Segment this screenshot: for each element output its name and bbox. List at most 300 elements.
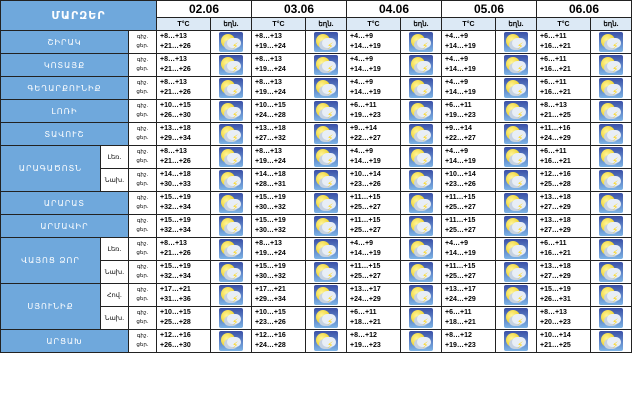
weather-cell — [591, 215, 632, 238]
temperature-cell — [252, 284, 306, 307]
day-temp: +22…+27 — [350, 135, 381, 142]
weather-cell — [211, 330, 252, 353]
sun-cloud-lightning-icon: ⚡ — [314, 147, 338, 167]
day-label: ցեր. — [136, 66, 149, 72]
subregion-label: Հով. — [101, 284, 129, 307]
night-temp: +4…+9 — [350, 148, 373, 155]
temperature-cell — [252, 31, 306, 54]
weather-cell — [496, 215, 537, 238]
day-temp: +25…+28 — [160, 319, 191, 326]
sun-cloud-lightning-icon: ⚡ — [599, 147, 623, 167]
day-temp: +19…+24 — [255, 158, 286, 165]
temperature-cell — [252, 54, 306, 77]
date-header: 04.06 — [347, 1, 442, 18]
sun-cloud-lightning-icon: ⚡ — [504, 78, 528, 98]
day-label: ցեր. — [136, 227, 149, 233]
weather-cell — [401, 77, 442, 100]
temperature-cell — [252, 261, 306, 284]
weather-cell — [211, 123, 252, 146]
sun-cloud-lightning-icon: ⚡ — [409, 55, 433, 75]
day-temp: +19…+24 — [255, 43, 286, 50]
weather-cell — [306, 330, 347, 353]
weather-cell — [211, 238, 252, 261]
temperature-cell — [537, 307, 591, 330]
table-row — [1, 192, 632, 215]
night-label: գիշ. — [136, 241, 149, 247]
subregion-label: Լեռ. — [101, 238, 129, 261]
sun-cloud-lightning-icon: ⚡ — [504, 147, 528, 167]
day-temp: +30…+32 — [255, 273, 286, 280]
sun-cloud-lightning-icon: ⚡ — [409, 308, 433, 328]
weather-cell — [591, 54, 632, 77]
temperature-cell — [537, 330, 591, 353]
day-temp: +29…+34 — [255, 296, 286, 303]
night-temp: +13…+17 — [350, 286, 381, 293]
temperature-cell — [537, 77, 591, 100]
weather-column-header: եղն. — [496, 18, 537, 31]
day-temp: +32…+34 — [160, 227, 191, 234]
region-name: ԳԵՂԱՐՔՈՒՆԻՔ — [1, 77, 129, 100]
temperature-cell — [442, 31, 496, 54]
night-temp: +8…+13 — [160, 148, 187, 155]
night-temp: +11…+15 — [350, 194, 381, 201]
sun-cloud-lightning-icon: ⚡ — [409, 331, 433, 351]
day-temp: +21…+26 — [160, 43, 191, 50]
region-name: ԿՈՏԱՅՔ — [1, 54, 129, 77]
weather-column-header: եղն. — [401, 18, 442, 31]
weather-cell — [401, 192, 442, 215]
weather-cell — [496, 146, 537, 169]
region-name: ՇԻՐԱԿ — [1, 31, 129, 54]
sun-cloud-lightning-icon: ⚡ — [409, 32, 433, 52]
table-row — [1, 238, 632, 261]
temperature-cell — [537, 169, 591, 192]
weather-cell — [306, 31, 347, 54]
day-temp: +14…+19 — [350, 66, 381, 73]
day-label: ցեր. — [136, 112, 149, 118]
night-temp: +12…+16 — [540, 171, 571, 178]
temperature-cell — [252, 215, 306, 238]
night-temp: +8…+13 — [255, 56, 282, 63]
night-temp: +8…+13 — [255, 240, 282, 247]
night-temp: +9…+14 — [350, 125, 377, 132]
day-temp: +26…+30 — [160, 112, 191, 119]
sun-cloud-lightning-icon: ⚡ — [409, 124, 433, 144]
night-temp: +15…+19 — [540, 286, 571, 293]
temperature-cell — [347, 123, 401, 146]
day-label: ցեր. — [136, 158, 149, 164]
day-night-labels — [129, 215, 157, 238]
weather-cell — [211, 169, 252, 192]
region-name: ԱՐԱՐԱՏ — [1, 192, 129, 215]
day-night-labels — [129, 77, 157, 100]
sun-cloud-lightning-icon: ⚡ — [219, 308, 243, 328]
temperature-cell — [442, 169, 496, 192]
weather-cell — [306, 169, 347, 192]
day-temp: +21…+25 — [540, 112, 571, 119]
temperature-cell — [157, 31, 211, 54]
day-night-labels — [129, 192, 157, 215]
sun-cloud-lightning-icon: ⚡ — [409, 216, 433, 236]
temperature-cell — [442, 330, 496, 353]
day-temp: +19…+23 — [350, 112, 381, 119]
temperature-cell — [347, 54, 401, 77]
temperature-cell — [157, 169, 211, 192]
date-header: 06.06 — [537, 1, 632, 18]
night-temp: +8…+13 — [160, 240, 187, 247]
day-temp: +21…+26 — [160, 250, 191, 257]
sun-cloud-lightning-icon: ⚡ — [409, 193, 433, 213]
weather-cell — [496, 31, 537, 54]
weather-cell — [496, 54, 537, 77]
day-temp: +14…+19 — [445, 250, 476, 257]
day-temp: +19…+23 — [350, 342, 381, 349]
night-temp: +6…+11 — [445, 309, 472, 316]
day-temp: +25…+27 — [445, 227, 476, 234]
temperature-cell — [157, 215, 211, 238]
sun-cloud-lightning-icon: ⚡ — [599, 239, 623, 259]
day-label: ցեր. — [136, 342, 149, 348]
temp-column-header: T°C — [157, 18, 211, 31]
sun-cloud-lightning-icon: ⚡ — [504, 262, 528, 282]
sun-cloud-lightning-icon: ⚡ — [219, 147, 243, 167]
sun-cloud-lightning-icon: ⚡ — [314, 32, 338, 52]
temperature-cell — [252, 238, 306, 261]
sun-cloud-lightning-icon: ⚡ — [219, 78, 243, 98]
weather-cell — [401, 31, 442, 54]
night-label: գիշ. — [136, 287, 149, 293]
weather-cell — [591, 330, 632, 353]
night-label: գիշ. — [136, 126, 149, 132]
night-temp: +8…+13 — [160, 79, 187, 86]
sun-cloud-lightning-icon: ⚡ — [409, 239, 433, 259]
night-temp: +15…+19 — [160, 263, 191, 270]
sun-cloud-lightning-icon: ⚡ — [504, 193, 528, 213]
night-temp: +9…+14 — [445, 125, 472, 132]
day-temp: +19…+24 — [255, 89, 286, 96]
sun-cloud-lightning-icon: ⚡ — [409, 262, 433, 282]
night-temp: +10…+14 — [540, 332, 571, 339]
weather-column-header: եղն. — [306, 18, 347, 31]
weather-cell — [211, 146, 252, 169]
temperature-cell — [537, 54, 591, 77]
day-temp: +25…+27 — [350, 227, 381, 234]
sun-cloud-lightning-icon: ⚡ — [314, 331, 338, 351]
night-temp: +4…+9 — [445, 56, 468, 63]
weather-cell — [496, 261, 537, 284]
night-temp: +11…+15 — [445, 194, 476, 201]
day-temp: +23…+26 — [350, 181, 381, 188]
weather-cell — [401, 123, 442, 146]
temperature-cell — [252, 192, 306, 215]
day-night-labels — [129, 123, 157, 146]
weather-cell — [211, 215, 252, 238]
night-label: գիշ. — [136, 195, 149, 201]
subregion-label: Նախ. — [101, 307, 129, 330]
weather-cell — [401, 284, 442, 307]
sun-cloud-lightning-icon: ⚡ — [599, 170, 623, 190]
night-temp: +6…+11 — [540, 33, 567, 40]
day-label: ցեր. — [136, 204, 149, 210]
night-temp: +8…+13 — [160, 33, 187, 40]
day-temp: +18…+21 — [445, 319, 476, 326]
sun-cloud-lightning-icon: ⚡ — [409, 170, 433, 190]
weather-cell — [591, 307, 632, 330]
sun-cloud-lightning-icon: ⚡ — [504, 124, 528, 144]
night-temp: +15…+19 — [255, 263, 286, 270]
sun-cloud-lightning-icon: ⚡ — [219, 170, 243, 190]
night-temp: +13…+18 — [540, 194, 571, 201]
temperature-cell — [252, 77, 306, 100]
sun-cloud-lightning-icon: ⚡ — [409, 285, 433, 305]
temperature-cell — [157, 307, 211, 330]
sun-cloud-lightning-icon: ⚡ — [219, 124, 243, 144]
night-temp: +6…+11 — [540, 56, 567, 63]
weather-cell — [211, 31, 252, 54]
date-header: 03.06 — [252, 1, 347, 18]
night-temp: +8…+13 — [540, 102, 567, 109]
day-temp: +27…+29 — [540, 227, 571, 234]
day-temp: +20…+23 — [540, 319, 571, 326]
night-temp: +4…+9 — [445, 33, 468, 40]
day-temp: +30…+32 — [255, 227, 286, 234]
weather-cell — [401, 330, 442, 353]
temperature-cell — [442, 284, 496, 307]
sun-cloud-lightning-icon: ⚡ — [409, 147, 433, 167]
table-row — [1, 123, 632, 146]
date-header: 05.06 — [442, 1, 537, 18]
sun-cloud-lightning-icon: ⚡ — [314, 101, 338, 121]
night-temp: +17…+21 — [255, 286, 286, 293]
day-night-labels — [129, 284, 157, 307]
temperature-cell — [442, 261, 496, 284]
day-temp: +21…+26 — [160, 66, 191, 73]
day-temp: +27…+29 — [540, 204, 571, 211]
night-label: գիշ. — [136, 57, 149, 63]
temperature-cell — [347, 215, 401, 238]
weather-cell — [211, 54, 252, 77]
temperature-cell — [442, 100, 496, 123]
weather-cell — [401, 169, 442, 192]
table-row — [1, 146, 632, 169]
sun-cloud-lightning-icon: ⚡ — [219, 262, 243, 282]
night-temp: +11…+15 — [445, 263, 476, 270]
temperature-cell — [537, 192, 591, 215]
sun-cloud-lightning-icon: ⚡ — [504, 55, 528, 75]
table-row — [1, 77, 632, 100]
weather-cell — [306, 100, 347, 123]
temperature-cell — [347, 77, 401, 100]
table-row — [1, 215, 632, 238]
weather-cell — [496, 100, 537, 123]
weather-cell — [306, 284, 347, 307]
temperature-cell — [442, 307, 496, 330]
sun-cloud-lightning-icon: ⚡ — [599, 216, 623, 236]
night-temp: +8…+13 — [540, 309, 567, 316]
day-temp: +14…+19 — [350, 89, 381, 96]
day-temp: +14…+19 — [350, 43, 381, 50]
subregion-label: Նախ. — [101, 261, 129, 284]
day-night-labels — [129, 261, 157, 284]
date-header: 02.06 — [157, 1, 252, 18]
day-temp: +23…+26 — [445, 181, 476, 188]
temp-column-header: T°C — [347, 18, 401, 31]
sun-cloud-lightning-icon: ⚡ — [219, 239, 243, 259]
day-temp: +25…+27 — [350, 273, 381, 280]
temperature-cell — [537, 146, 591, 169]
day-temp: +21…+26 — [160, 89, 191, 96]
region-name: ՎԱՅՈՑ ՁՈՐ — [1, 238, 101, 284]
day-temp: +32…+34 — [160, 273, 191, 280]
day-label: ցեր. — [136, 296, 149, 302]
day-temp: +16…+21 — [540, 66, 571, 73]
sun-cloud-lightning-icon: ⚡ — [504, 239, 528, 259]
day-temp: +14…+19 — [445, 66, 476, 73]
sun-cloud-lightning-icon: ⚡ — [504, 101, 528, 121]
weather-cell — [591, 146, 632, 169]
region-name: ՍՅՈՒՆԻՔ — [1, 284, 101, 330]
night-temp: +6…+11 — [540, 148, 567, 155]
day-temp: +27…+32 — [255, 135, 286, 142]
temperature-cell — [157, 261, 211, 284]
region-name: ԱՐԱԳԱԾՈՏՆ — [1, 146, 101, 192]
night-temp: +4…+9 — [445, 79, 468, 86]
weather-cell — [591, 31, 632, 54]
header-regions: ՄԱՐԶԵՐ — [1, 1, 157, 31]
weather-cell — [591, 77, 632, 100]
sun-cloud-lightning-icon: ⚡ — [599, 101, 623, 121]
night-temp: +4…+9 — [350, 240, 373, 247]
day-night-labels — [129, 169, 157, 192]
temperature-cell — [157, 238, 211, 261]
weather-cell — [496, 123, 537, 146]
temperature-cell — [157, 146, 211, 169]
night-temp: +6…+11 — [350, 309, 377, 316]
weather-cell — [306, 123, 347, 146]
day-temp: +32…+34 — [160, 204, 191, 211]
temperature-cell — [537, 215, 591, 238]
day-temp: +30…+32 — [255, 204, 286, 211]
weather-cell — [591, 100, 632, 123]
temperature-cell — [347, 261, 401, 284]
sun-cloud-lightning-icon: ⚡ — [314, 216, 338, 236]
night-temp: +17…+21 — [160, 286, 191, 293]
sun-cloud-lightning-icon: ⚡ — [314, 262, 338, 282]
day-night-labels — [129, 31, 157, 54]
sun-cloud-lightning-icon: ⚡ — [504, 170, 528, 190]
day-temp: +25…+28 — [540, 181, 571, 188]
temperature-cell — [157, 123, 211, 146]
weather-cell — [306, 54, 347, 77]
night-temp: +13…+18 — [255, 125, 286, 132]
day-temp: +30…+33 — [160, 181, 191, 188]
night-temp: +6…+11 — [350, 102, 377, 109]
night-temp: +6…+11 — [540, 79, 567, 86]
temperature-cell — [252, 307, 306, 330]
temperature-cell — [347, 307, 401, 330]
night-temp: +10…+14 — [445, 171, 476, 178]
day-temp: +24…+29 — [350, 296, 381, 303]
sun-cloud-lightning-icon: ⚡ — [219, 101, 243, 121]
sun-cloud-lightning-icon: ⚡ — [599, 32, 623, 52]
region-name: ԱՐՑԱԽ — [1, 330, 129, 353]
subregion-label: Նախ. — [101, 169, 129, 192]
day-night-labels — [129, 54, 157, 77]
temperature-cell — [347, 100, 401, 123]
night-temp: +10…+15 — [255, 102, 286, 109]
weather-cell — [496, 330, 537, 353]
day-label: ցեր. — [136, 250, 149, 256]
day-temp: +19…+24 — [255, 250, 286, 257]
sun-cloud-lightning-icon: ⚡ — [314, 285, 338, 305]
sun-cloud-lightning-icon: ⚡ — [219, 216, 243, 236]
sun-cloud-lightning-icon: ⚡ — [314, 239, 338, 259]
sun-cloud-lightning-icon: ⚡ — [599, 285, 623, 305]
table-row — [1, 54, 632, 77]
weather-cell — [591, 123, 632, 146]
day-temp: +16…+21 — [540, 89, 571, 96]
sun-cloud-lightning-icon: ⚡ — [314, 55, 338, 75]
weather-cell — [306, 261, 347, 284]
region-name: ԱՐՄԱՎԻՐ — [1, 215, 129, 238]
sun-cloud-lightning-icon: ⚡ — [504, 331, 528, 351]
night-temp: +13…+18 — [540, 217, 571, 224]
weather-cell — [401, 307, 442, 330]
night-label: գիշ. — [136, 103, 149, 109]
temperature-cell — [157, 284, 211, 307]
night-temp: +13…+17 — [445, 286, 476, 293]
sun-cloud-lightning-icon: ⚡ — [599, 308, 623, 328]
night-temp: +15…+19 — [255, 217, 286, 224]
night-temp: +12…+16 — [255, 332, 286, 339]
weather-column-header: եղն. — [211, 18, 252, 31]
temperature-cell — [157, 54, 211, 77]
day-temp: +16…+21 — [540, 250, 571, 257]
night-temp: +8…+12 — [445, 332, 472, 339]
day-temp: +14…+19 — [445, 43, 476, 50]
weather-cell — [591, 169, 632, 192]
day-temp: +26…+31 — [540, 296, 571, 303]
temp-column-header: T°C — [252, 18, 306, 31]
day-temp: +31…+36 — [160, 296, 191, 303]
table-row — [1, 100, 632, 123]
day-temp: +24…+29 — [540, 135, 571, 142]
weather-cell — [496, 284, 537, 307]
table-row — [1, 330, 632, 353]
day-label: ցեր. — [136, 319, 149, 325]
temperature-cell — [442, 54, 496, 77]
night-temp: +11…+15 — [350, 263, 381, 270]
sun-cloud-lightning-icon: ⚡ — [314, 170, 338, 190]
day-temp: +16…+21 — [540, 43, 571, 50]
weather-cell — [401, 215, 442, 238]
temperature-cell — [442, 146, 496, 169]
weather-cell — [211, 77, 252, 100]
day-temp: +26…+30 — [160, 342, 191, 349]
temperature-cell — [442, 238, 496, 261]
night-temp: +4…+9 — [445, 240, 468, 247]
night-temp: +15…+19 — [160, 217, 191, 224]
night-temp: +11…+15 — [350, 217, 381, 224]
weather-cell — [306, 192, 347, 215]
day-temp: +24…+29 — [445, 296, 476, 303]
day-temp: +24…+28 — [255, 342, 286, 349]
night-temp: +8…+13 — [255, 33, 282, 40]
night-temp: +4…+9 — [350, 56, 373, 63]
weather-column-header: եղն. — [591, 18, 632, 31]
night-label: գիշ. — [136, 80, 149, 86]
weather-cell — [211, 284, 252, 307]
